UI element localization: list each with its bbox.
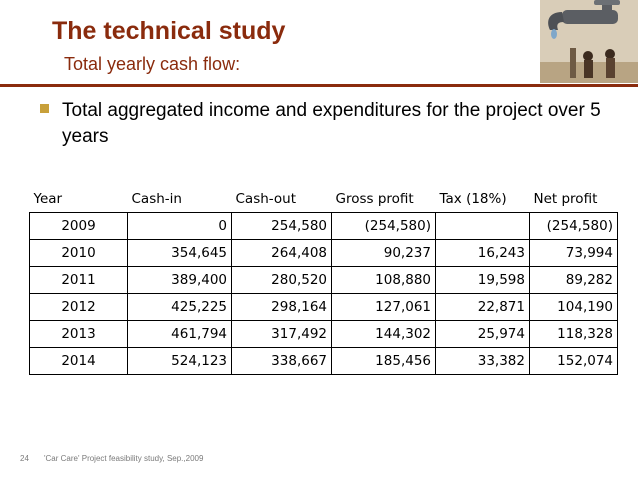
- table-cell: (254,580): [530, 213, 618, 240]
- table-cell: [436, 213, 530, 240]
- table-cell: 90,237: [332, 240, 436, 267]
- table-cell: 425,225: [128, 294, 232, 321]
- cash-flow-table: [29, 186, 618, 375]
- slide-footer: [0, 452, 638, 464]
- table-cell: 280,520: [232, 267, 332, 294]
- bullet-text: Total aggregated income and expenditures for the project over 5 years: [62, 100, 601, 147]
- footer-source: 'Car Care' Project feasibility study, Sep.,2009: [44, 454, 204, 463]
- table-cell: 317,492: [232, 321, 332, 348]
- column-header: Year: [33, 191, 63, 207]
- table-cell: 0: [128, 213, 232, 240]
- column-header: Cash-out: [235, 191, 297, 207]
- table-cell: 2013: [30, 321, 128, 348]
- table-cell: 127,061: [332, 294, 436, 321]
- table-cell: 152,074: [530, 348, 618, 375]
- table-row: [30, 321, 618, 348]
- table-cell: 118,328: [530, 321, 618, 348]
- table-row: [30, 213, 618, 240]
- table-cell: 185,456: [332, 348, 436, 375]
- table-cell: 144,302: [332, 321, 436, 348]
- table-cell: 89,282: [530, 267, 618, 294]
- table-row: [30, 348, 618, 375]
- table-cell: 33,382: [436, 348, 530, 375]
- table-cell: 2010: [30, 240, 128, 267]
- table-row: [30, 240, 618, 267]
- table-cell: 524,123: [128, 348, 232, 375]
- table-row: [30, 267, 618, 294]
- table-cell: 338,667: [232, 348, 332, 375]
- bullet-point: [40, 98, 620, 150]
- slide-subtitle: Total yearly cash flow:: [64, 54, 241, 74]
- slide-title: The technical study: [52, 17, 286, 45]
- page-number: 24: [20, 454, 29, 463]
- table-cell: 354,645: [128, 240, 232, 267]
- column-header: Cash-in: [131, 191, 182, 207]
- faucet-illustration: [540, 0, 638, 83]
- column-header: Tax (18%): [439, 191, 507, 207]
- table-cell: 22,871: [436, 294, 530, 321]
- title-divider: [0, 84, 638, 87]
- table-cell: 2009: [30, 213, 128, 240]
- table-cell: 2014: [30, 348, 128, 375]
- table-cell: 298,164: [232, 294, 332, 321]
- square-bullet-icon: [40, 104, 49, 113]
- table-cell: 25,974: [436, 321, 530, 348]
- column-header: Net profit: [533, 191, 598, 207]
- table-cell: 254,580: [232, 213, 332, 240]
- table-cell: 2011: [30, 267, 128, 294]
- table-cell: 264,408: [232, 240, 332, 267]
- table-cell: 2012: [30, 294, 128, 321]
- table-row: [30, 294, 618, 321]
- table-cell: (254,580): [332, 213, 436, 240]
- table-cell: 461,794: [128, 321, 232, 348]
- table-cell: 389,400: [128, 267, 232, 294]
- table-cell: 104,190: [530, 294, 618, 321]
- table-cell: 108,880: [332, 267, 436, 294]
- table-header-row: [30, 186, 618, 213]
- table-cell: 16,243: [436, 240, 530, 267]
- table-cell: 73,994: [530, 240, 618, 267]
- table-cell: 19,598: [436, 267, 530, 294]
- column-header: Gross profit: [335, 191, 414, 207]
